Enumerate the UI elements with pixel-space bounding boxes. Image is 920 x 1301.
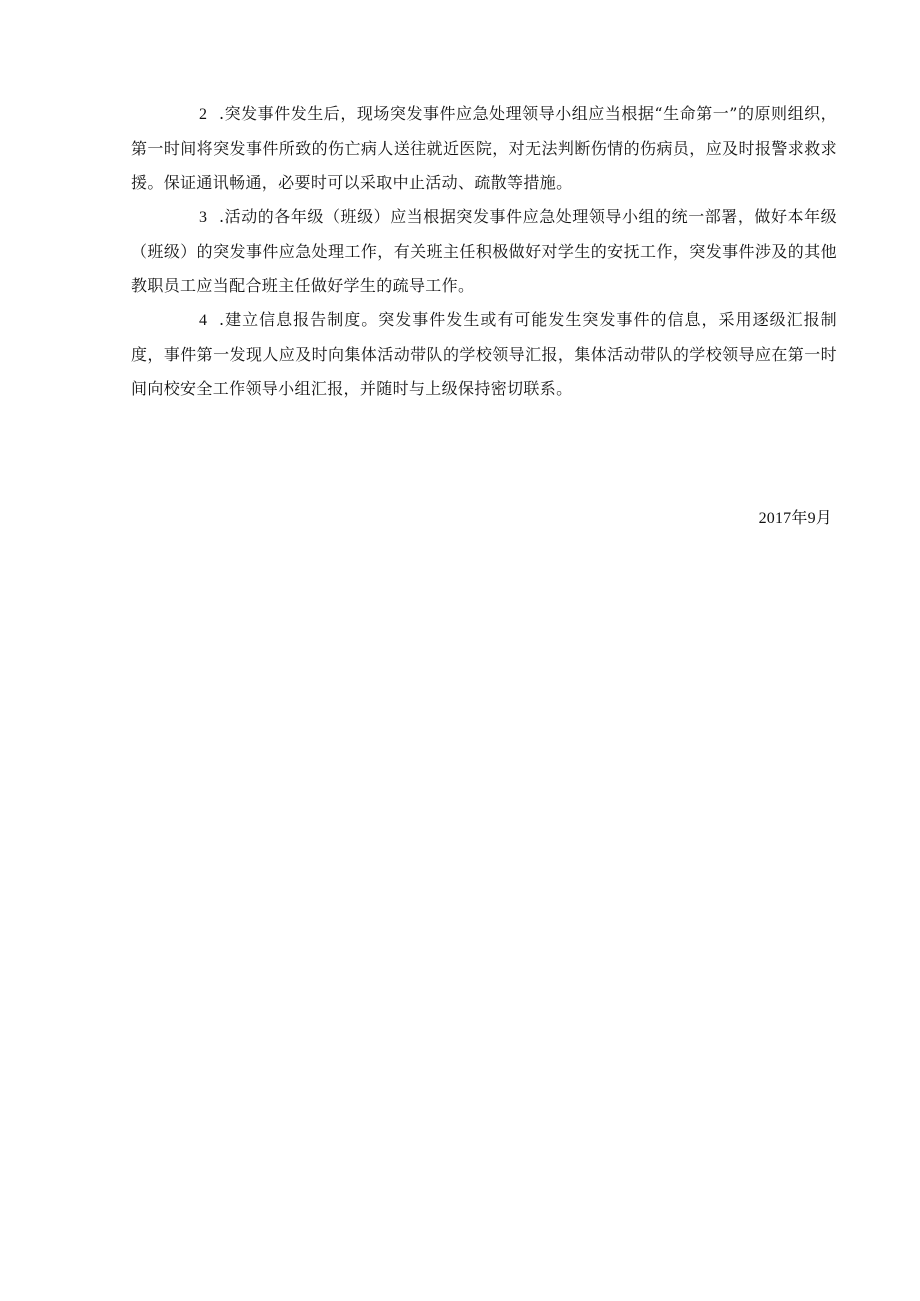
paragraph-text: .建立信息报告制度。突发事件发生或有可能发生突发事件的信息，采用逐级汇报制度，事件第一发现人应及时向集体活动带队的学校领导汇报，集体活动带队的学校领导应在第一时间向校安全工作领导小组汇报，并随时与上级保持密切联系。 [131, 310, 837, 398]
paragraph-4 [131, 303, 837, 406]
document-body [131, 97, 837, 406]
document-date [759, 506, 832, 531]
date-year-suffix: 年 [791, 508, 808, 527]
paragraph-text: .活动的各年级（班级）应当根据突发事件应急处理领导小组的统一部署，做好本年级（班级）的突发事件应急处理工作，有关班主任积极做好对学生的安抚工作，突发事件涉及的其他教职员工应当配合班主任做好学生的疏导工作。 [131, 207, 837, 295]
paragraph-2 [131, 97, 837, 200]
date-month: 9 [807, 510, 816, 527]
paragraph-number: 3 [199, 209, 207, 226]
paragraph-text: .突发事件发生后，现场突发事件应急处理领导小组应当根据“生命第一”的原则组织，第一时间将突发事件所致的伤亡病人送往就近医院，对无法判断伤情的伤病员，应及时报警求救求援。保证通讯畅通，必要时可以采取中止活动、疏散等措施。 [131, 104, 837, 192]
date-month-suffix: 月 [815, 508, 832, 527]
paragraph-number: 2 [199, 106, 207, 123]
paragraph-number: 4 [199, 312, 207, 329]
paragraph-3 [131, 200, 837, 303]
date-year: 2017 [758, 510, 792, 527]
